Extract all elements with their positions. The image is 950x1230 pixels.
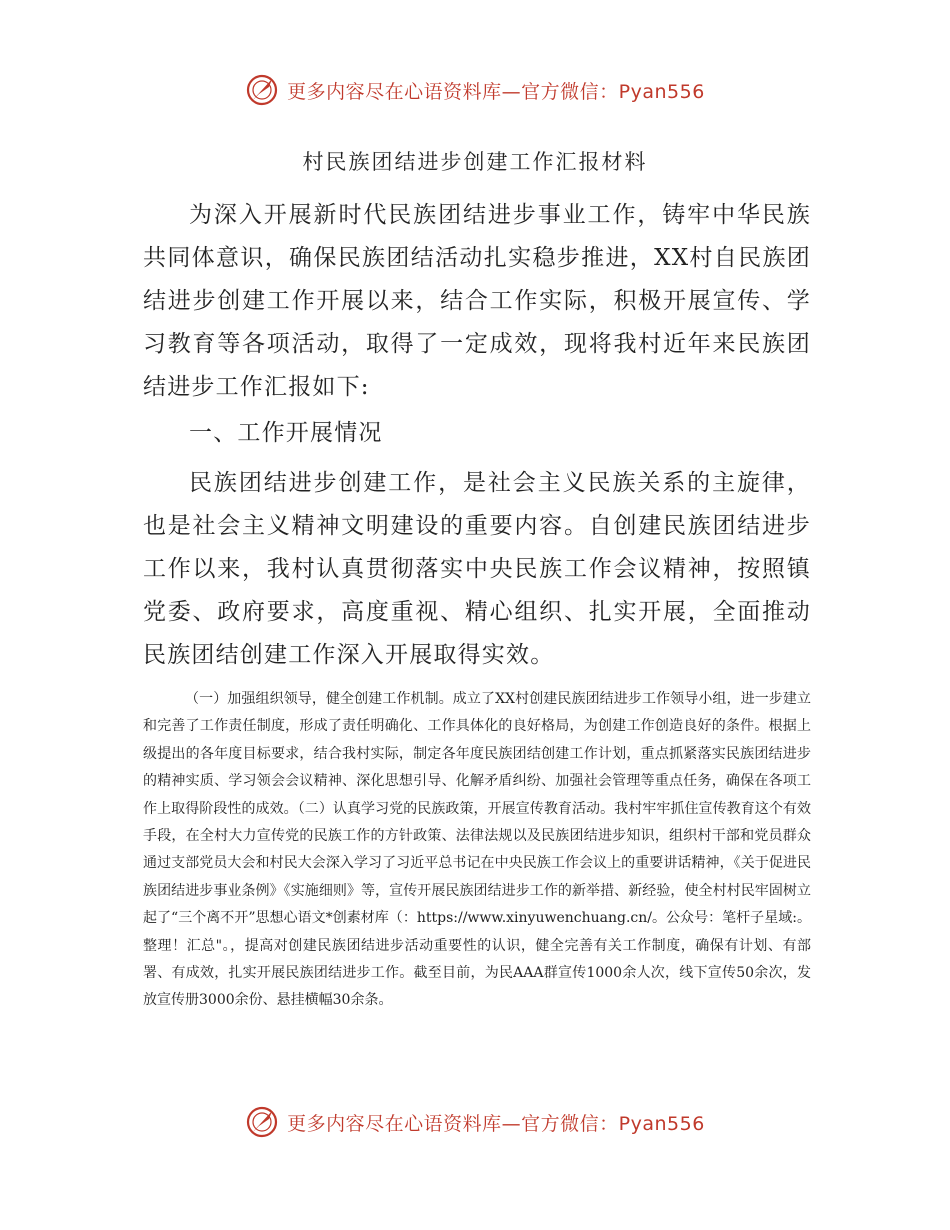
wechat-id: Pyan556: [618, 80, 705, 103]
document-title: 村民族团结进步创建工作汇报材料: [302, 150, 648, 174]
intro-paragraph: 为深入开展新时代民族团结进步事业工作，铸牢中华民族共同体意识，确保民族团结活动扎实稳步推进，XX村自民族团结进步创建工作开展以来，结合工作实际，积极开展宣传、学习教育等各项活动，取得了一定成效，现将我村近年来民族团结进步工作汇报如下:: [143, 202, 811, 400]
detail-paragraph: （一）加强组织领导，健全创建工作机制。成立了XX村创建民族团结进步工作领导小组，进一步建立和完善了工作责任制度，形成了责任明确化、工作具体化的良好格局，为创建工作创造良好的条件。根据上级提出的各年度目标要求，结合我村实际，制定各年度民族团结创建工作计划，重点抓紧落实民族团结进步的精神实质、学习领会会议精神、深化思想引导、化解矛盾纠纷、加强社会管理等重点任务，确保在各项工作上取得阶段性的成效。（二）认真学习党的民族政策，开展宣传教育活动。我村牢牢抓住宣传教育这个有效手段，在全村大力宣传党的民族工作的方针政策、法律法规以及民族团结进步知识，组织村干部和党员群众通过支部党员大会和村民大会深入学习了习近平总书记在中央民族工作会议上的重要讲话精神，《关于促进民族团结进步事业条例》《实施细则》等，宣传开展民族团结进步工作的新举措、新经验，使全村村民牢固树立起了“三个离不开”思想心语文*创素材库（：https://www.xinyuwenchuang.cn/。公众号：笔杆子星域:。整理！汇总"。，提高对创建民族团结进步活动重要性的认识，健全完善有关工作制度，确保有计划、有部署、有成效，扎实开展民族团结进步工作。截至目前，为民AAA群宣传1000余人次，线下宣传50余次，发放宣传册3000余份、悬挂横幅30余条。: [143, 691, 811, 1009]
watermark-text: 更多内容尽在心语资料库—官方微信：Pyan556: [287, 80, 705, 103]
quill-logo-icon: [245, 73, 279, 107]
watermark-banner-bottom: [0, 1102, 950, 1142]
section-heading: 一、工作开展情况: [189, 420, 383, 446]
watermark-banner-top: [0, 70, 950, 110]
quill-logo-icon: [245, 1105, 279, 1139]
wechat-id: Pyan556: [618, 1112, 705, 1135]
section-paragraph: 民族团结进步创建工作，是社会主义民族关系的主旋律，也是社会主义精神文明建设的重要内容。自创建民族团结进步工作以来，我村认真贯彻落实中央民族工作会议精神，按照镇党委、政府要求，高度重视、精心组织、扎实开展，全面推动民族团结创建工作深入开展取得实效。: [143, 470, 811, 668]
watermark-text: 更多内容尽在心语资料库—官方微信：Pyan556: [287, 1112, 705, 1135]
